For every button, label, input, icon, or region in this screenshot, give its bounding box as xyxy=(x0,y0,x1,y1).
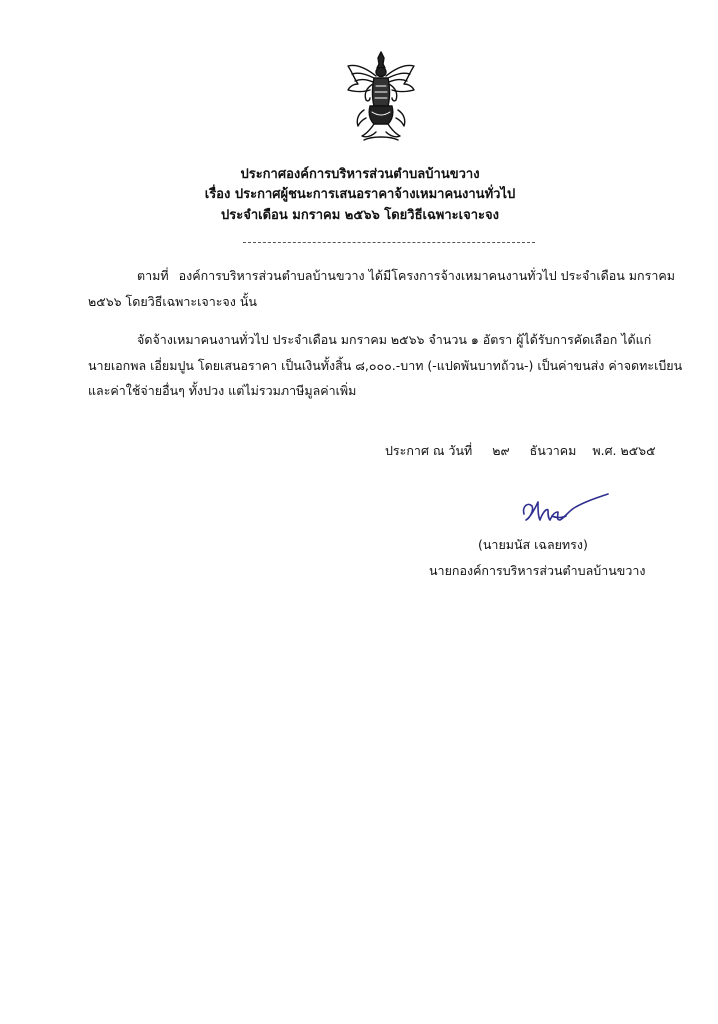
announcement-subject: เรื่อง ประกาศผู้ชนะการเสนอราคาจ้างเหมาคนงานทั่วไป xyxy=(204,187,516,202)
heading-divider xyxy=(243,242,535,243)
announcement-date xyxy=(385,443,656,459)
paragraph-1-text: องค์การบริหารส่วนตำบลบ้านขวาง ได้มีโครงการจ้างเหมาคนงานทั่วไป ประจำเดือน มกราคม xyxy=(178,268,675,283)
paragraph-1-line-2: ๒๕๖๖ โดยวิธีเฉพาะเจาะจง นั้น xyxy=(88,294,257,309)
date-era: พ.ศ. xyxy=(592,443,617,458)
paragraph-1-line-1 xyxy=(137,268,675,284)
paragraph-2-line-2: นายเอกพล เอี่ยมปูน โดยเสนอราคา เป็นเงินทั้งสิ้น ๘,๐๐๐.-บาท (-แปดพันบาทถ้วน-) เป็นค่าขนส่ง ค่าจดทะเบียน xyxy=(88,358,683,373)
paragraph-2-line-1: จัดจ้างเหมาคนงานทั่วไป ประจำเดือน มกราคม ๒๕๖๖ จำนวน ๑ อัตรา ผู้ได้รับการคัดเลือก ได้แก่ xyxy=(137,332,652,347)
date-month: ธันวาคม xyxy=(529,443,577,458)
signatory-position: นายกองค์การบริหารส่วนตำบลบ้านขวาง xyxy=(429,563,646,578)
paragraph-2-line-3: และค่าใช้จ่ายอื่นๆ ทั้งปวง แต่ไม่รวมภาษีมูลค่าเพิ่ม xyxy=(88,383,357,398)
announcement-period: ประจำเดือน มกราคม ๒๕๖๖ โดยวิธีเฉพาะเจาะจง xyxy=(221,208,499,223)
date-label: ประกาศ ณ วันที่ xyxy=(385,443,473,458)
paragraph-1-lead-word: ตามที่ xyxy=(137,268,169,283)
date-day: ๒๙ xyxy=(492,443,510,458)
date-year: ๒๕๖๕ xyxy=(620,443,656,458)
garuda-emblem-icon xyxy=(344,48,418,144)
signatory-name: (นายมนัส เฉลยทรง) xyxy=(478,537,588,552)
announcement-title: ประกาศองค์การบริหารส่วนตำบลบ้านขวาง xyxy=(240,167,480,182)
handwritten-signature-icon xyxy=(518,488,610,530)
